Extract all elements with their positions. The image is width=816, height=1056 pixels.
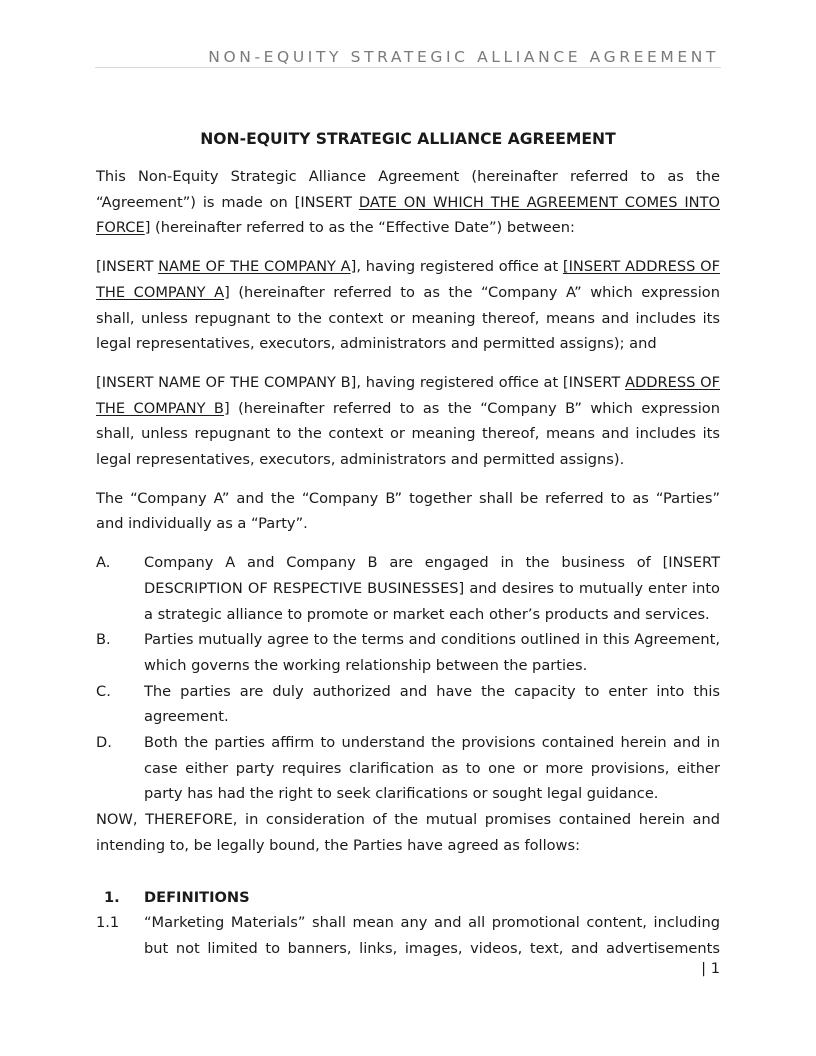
recital-text: Parties mutually agree to the terms and conditions outlined in this Agreement, which governs the working relationship between the parties. xyxy=(144,631,720,674)
recital-label: B. xyxy=(96,631,111,649)
recital-item xyxy=(96,627,720,678)
party-a-underlined-address: [INSERT ADDRESS OF THE COMPANY A xyxy=(96,258,720,301)
clause-number: 1.1 xyxy=(96,914,120,932)
intro-paragraph xyxy=(96,164,720,241)
recital-item xyxy=(96,679,720,730)
clause-text: “Marketing Materials” shall mean any and all promotional content, including but not limited to banners, links, images, videos, text, and advertisements xyxy=(144,914,720,957)
party-a-paragraph xyxy=(96,254,720,357)
party-b-text-1: [INSERT NAME OF THE COMPANY B], having registered office at [INSERT xyxy=(96,373,626,391)
parties-definition: The “Company A” and the “Company B” together shall be referred to as “Parties” and individually as a “Party”. xyxy=(96,489,720,533)
recital-label: D. xyxy=(96,734,112,752)
section-title: DEFINITIONS xyxy=(144,888,250,906)
intro-text-2: ] (hereinafter referred to as the “Effective Date”) between: xyxy=(144,219,575,237)
recital-text: The parties are duly authorized and have the capacity to enter into this agreement. xyxy=(144,682,720,726)
recital-text: Both the parties affirm to understand the provisions contained herein and in case either party requires clarification as to one or more provisions, either party has had the right to seek clarifications or sought legal guidance. xyxy=(144,734,720,803)
party-a-underlined-name: NAME OF THE COMPANY A xyxy=(158,258,351,276)
party-b-paragraph xyxy=(96,370,720,473)
party-a-text-1: [INSERT xyxy=(96,258,159,276)
header-divider xyxy=(95,67,721,68)
clause-1-1 xyxy=(96,910,720,961)
running-header: NON-EQUITY STRATEGIC ALLIANCE AGREEMENT xyxy=(208,48,719,66)
section-heading-definitions xyxy=(96,885,720,911)
section-number: 1. xyxy=(104,888,120,906)
party-b-text-2: ] (hereinafter referred to as the “Company B” which expression shall, unless repugnant to the context or meaning thereof, means and includes its legal representatives, executors, administrators and permitted assigns). xyxy=(96,399,720,469)
recital-label: C. xyxy=(96,682,111,700)
intro-text-1: This Non-Equity Strategic Alliance Agreement (hereinafter referred to as the “Agreement”) is made on [INSERT xyxy=(96,168,720,211)
document-title: NON-EQUITY STRATEGIC ALLIANCE AGREEMENT xyxy=(200,130,616,148)
party-a-text-3: ] (hereinafter referred to as the “Company A” which expression shall, unless repugnant to the context or meaning thereof, means and includes its legal representatives, executors, administrators and permitted assigns); and xyxy=(96,283,720,353)
recital-text: Company A and Company B are engaged in the business of [INSERT DESCRIPTION OF RESPECTIVE BUSINESSES] and desires to mutually enter into a strategic alliance to promote or market each other’s products and services. xyxy=(144,554,720,623)
recital-item xyxy=(96,550,720,627)
document-body xyxy=(96,128,720,962)
intro-underlined-date: DATE ON WHICH THE AGREEMENT COMES INTO FORCE xyxy=(96,193,720,237)
party-a-text-2: ], having registered office at xyxy=(350,258,563,276)
now-therefore-paragraph: NOW, THEREFORE, in consideration of the mutual promises contained herein and intending to, be legally bound, the Parties have agreed as follows: xyxy=(96,811,720,854)
page-number: | 1 xyxy=(701,960,720,977)
recital-label: A. xyxy=(96,554,111,572)
recital-item xyxy=(96,730,720,807)
party-b-underlined-address: ADDRESS OF THE COMPANY B xyxy=(96,373,720,417)
